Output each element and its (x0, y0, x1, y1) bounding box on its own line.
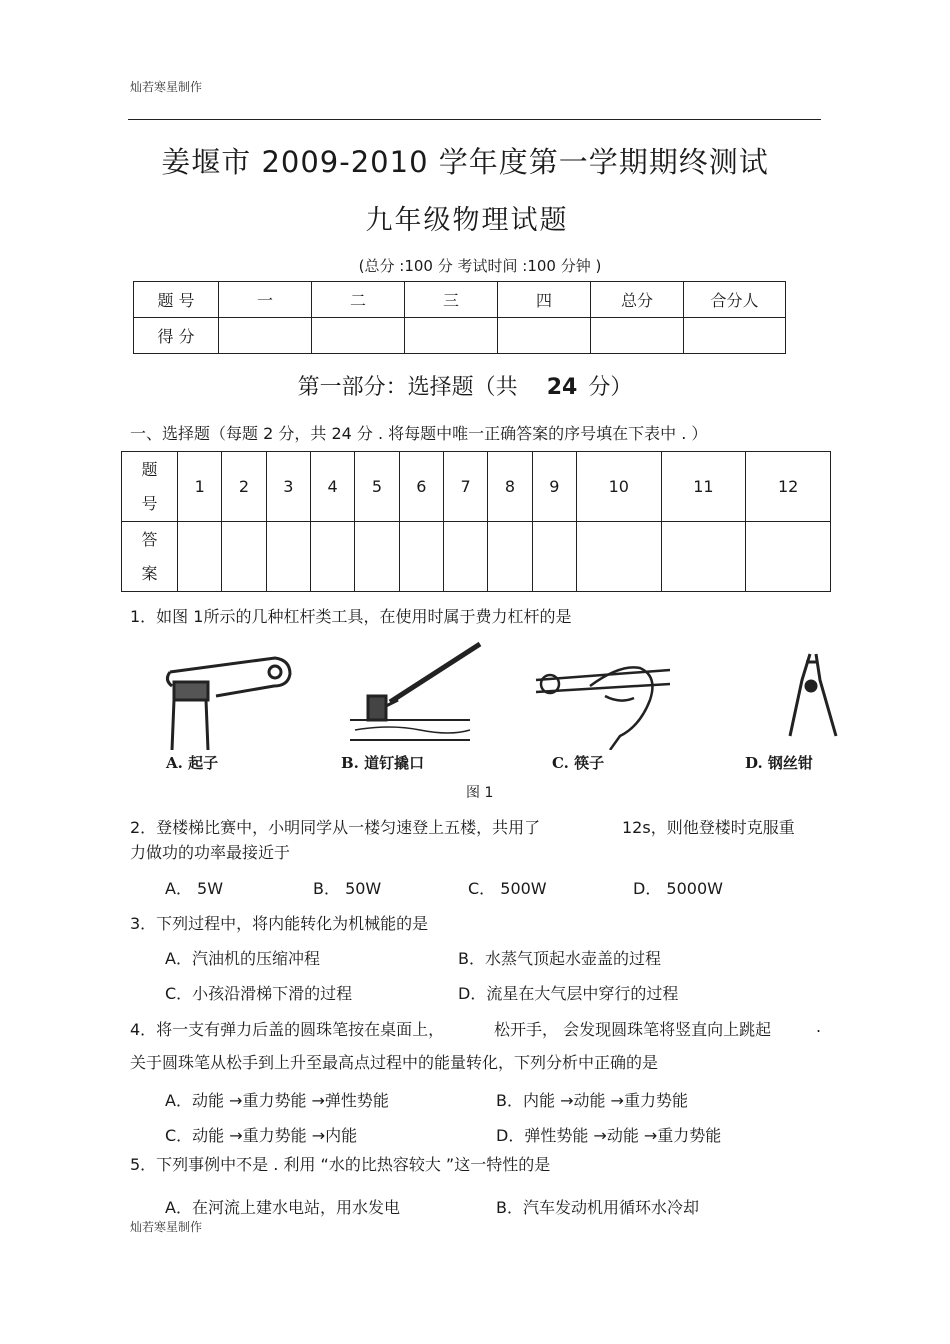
part-title-suffix: 分） (588, 375, 633, 400)
question-number-cell: 2 (222, 452, 266, 522)
question-4-option-d: D．弹性势能 →动能 →重力势能 (496, 1126, 722, 1145)
question-5-stem: 5．下列事例中不是 . 利用 “水的比热容较大 ”这一特性的是 (130, 1155, 551, 1174)
figure-label: 图 1 (466, 785, 494, 801)
question-2-stem-line2: 力做功的功率最接近于 (130, 843, 291, 862)
score-cell (498, 318, 591, 354)
label-char: 题 (141, 459, 158, 479)
answer-table-number-row (122, 452, 831, 522)
question-4-option-a: A．动能 →重力势能 →弹性势能 (165, 1091, 389, 1110)
question-4-stem-c: . (816, 1017, 822, 1036)
section-instruction: 一、选择题（每题 2 分，共 24 分 . 将每题中唯一正确答案的序号填在下表中 . ） (130, 424, 708, 443)
answer-cell (222, 522, 266, 592)
question-2-option-a: A． 5W (165, 879, 224, 898)
answer-cell (532, 522, 576, 592)
question-4-option-b: B．内能 →动能 →重力势能 (496, 1091, 688, 1110)
score-cell (312, 318, 405, 354)
label-char: 号 (141, 493, 158, 513)
score-header-cell: 总分 (591, 282, 684, 318)
pliers-icon (790, 654, 836, 736)
answer-cell (443, 522, 487, 592)
question-4-stem-line2: 关于圆珠笔从松手到上升至最高点过程中的能量转化，下列分析中正确的是 (130, 1053, 659, 1072)
question-2-option-c: C． 500W (468, 879, 547, 898)
score-header-cell: 二 (312, 282, 405, 318)
answer-cell (310, 522, 354, 592)
answer-cell (266, 522, 310, 592)
question-3-stem: 3．下列过程中，将内能转化为机械能的是 (130, 914, 429, 933)
answer-cell (178, 522, 222, 592)
answer-cell (355, 522, 399, 592)
question-number-cell: 12 (746, 452, 831, 522)
bottle-opener-icon (167, 658, 290, 750)
chopsticks-icon (536, 667, 670, 750)
question-4-stem-b: 松开手， 会发现圆珠笔将竖直向上跳起 (494, 1020, 772, 1039)
score-header-cell: 合分人 (684, 282, 786, 318)
question-number-cell: 3 (266, 452, 310, 522)
figure-caption-a: A. 起子 (166, 754, 219, 772)
answer-row-label (122, 452, 178, 522)
answer-table-answer-row (122, 522, 831, 592)
score-cell (405, 318, 498, 354)
answer-row-label (122, 522, 178, 592)
question-4-option-c: C．动能 →重力势能 →内能 (165, 1126, 358, 1145)
question-2-option-d: D． 5000W (633, 879, 723, 898)
answer-cell (661, 522, 746, 592)
score-table (133, 281, 786, 354)
score-header-cell: 题 号 (134, 282, 219, 318)
question-number-cell: 10 (576, 452, 661, 522)
question-3-option-a: A．汽油机的压缩冲程 (165, 949, 320, 968)
question-3-option-d: D．流星在大气层中穿行的过程 (458, 984, 679, 1003)
figure-caption-c: C. 筷子 (552, 754, 605, 772)
figure-caption-b: B. 道钉撬口 (341, 754, 425, 772)
part-title-prefix: 第一部分：选择题（共 (297, 375, 518, 400)
crowbar-icon (350, 644, 480, 740)
figure-1-illustrations (150, 640, 860, 750)
footer-note: 灿若寒星制作 (130, 1220, 203, 1234)
answer-table (121, 451, 831, 592)
answer-cell (576, 522, 661, 592)
score-table-score-row (134, 318, 786, 354)
question-number-cell: 6 (399, 452, 443, 522)
question-3-option-b: B．水蒸气顶起水壶盖的过程 (458, 949, 661, 968)
part-title (0, 370, 930, 401)
question-2-stem-a: 2．登楼梯比赛中，小明同学从一楼匀速登上五楼，共用了 (130, 818, 541, 837)
score-cell (684, 318, 786, 354)
exam-subject-title: 九年级物理试题 (365, 205, 569, 236)
score-table-header-row (134, 282, 786, 318)
score-row-label: 得 分 (134, 318, 219, 354)
question-number-cell: 9 (532, 452, 576, 522)
label-char: 答 (141, 529, 158, 549)
question-3-option-c: C．小孩沿滑梯下滑的过程 (165, 984, 353, 1003)
exam-score-time: (总分 :100 分 考试时间 :100 分钟 ) (358, 257, 602, 275)
question-number-cell: 8 (488, 452, 532, 522)
figure-caption-d: D. 钢丝钳 (745, 754, 813, 772)
question-number-cell: 7 (443, 452, 487, 522)
answer-cell (488, 522, 532, 592)
question-number-cell: 4 (310, 452, 354, 522)
question-5-option-b: B．汽车发动机用循环水冷却 (496, 1198, 699, 1217)
score-header-cell: 一 (219, 282, 312, 318)
label-char: 案 (141, 563, 158, 583)
question-4-stem-a: 4．将一支有弹力后盖的圆珠笔按在桌面上， (130, 1020, 445, 1039)
question-number-cell: 1 (178, 452, 222, 522)
answer-cell (399, 522, 443, 592)
question-2-stem-b: 12s，则他登楼时克服重 (622, 818, 795, 837)
question-5-option-a: A．在河流上建水电站，用水发电 (165, 1198, 400, 1217)
question-number-cell: 5 (355, 452, 399, 522)
score-header-cell: 四 (498, 282, 591, 318)
question-number-cell: 11 (661, 452, 746, 522)
score-cell (591, 318, 684, 354)
score-header-cell: 三 (405, 282, 498, 318)
part-title-points: 24 (546, 375, 578, 400)
header-note: 灿若寒星制作 (130, 80, 203, 94)
question-2-option-b: B． 50W (313, 879, 382, 898)
score-cell (219, 318, 312, 354)
header-rule (128, 119, 821, 120)
exam-title: 姜堰市 2009-2010 学年度第一学期期终测试 (161, 145, 769, 179)
answer-cell (746, 522, 831, 592)
question-1-stem: 1．如图 1所示的几种杠杆类工具，在使用时属于费力杠杆的是 (130, 607, 572, 626)
